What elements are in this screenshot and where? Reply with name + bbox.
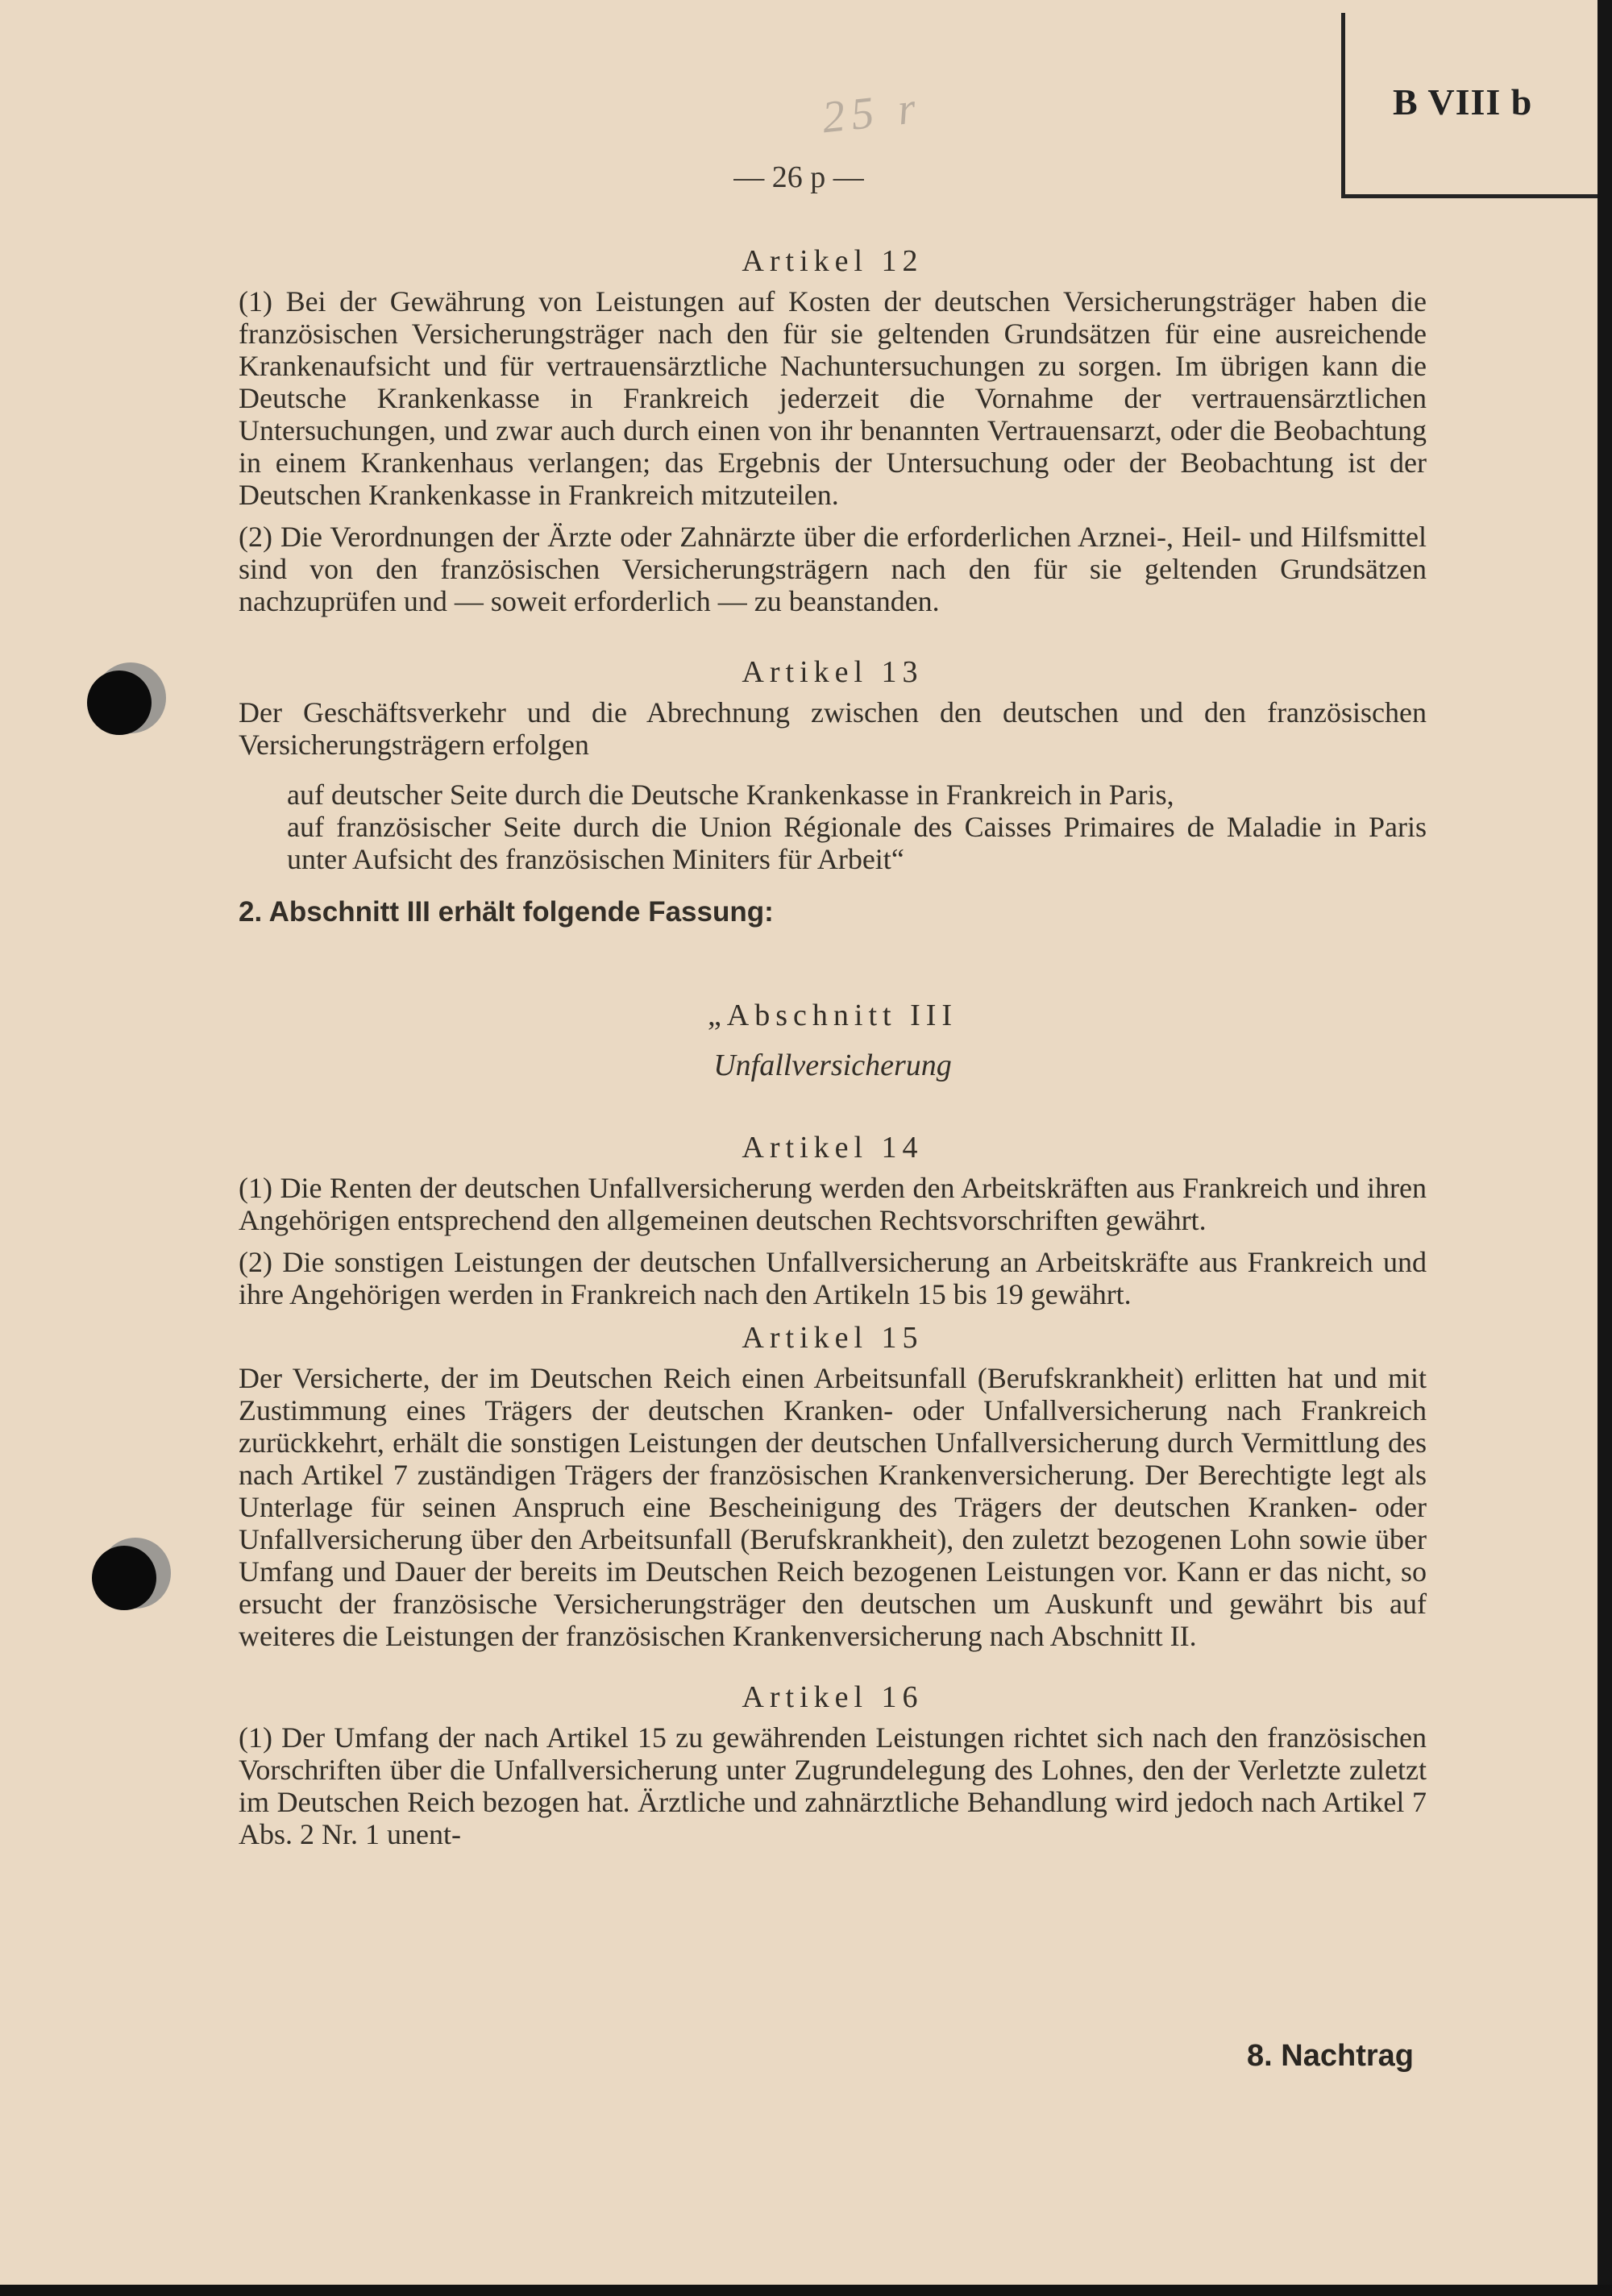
article-12-paragraph-1: (1) Bei der Gewährung von Leistungen auf Kosten der deutschen Versicherungsträger haben die französischen Versicherungsträger nach den für sie geltenden Grundsätzen für eine ausreichende Krankenaufsicht und für vertrauensärztliche Nachuntersuchungen zu sorgen. Im übrigen kann die Deutsche Krankenkasse in Frankreich jederzeit die Vornahme der vertrauensärztlichen Untersuchungen, und zwar auch durch einen von ihr benannten Vertrauensarzt, oder die Beobachtung in einem Krankenhaus verlangen; das Ergebnis der Untersuchung oder der Beobachtung ist der Deutschen Krankenkasse in Frankreich mitzuteilen. <box>239 285 1427 511</box>
article-16-paragraph-1: (1) Der Umfang der nach Artikel 15 zu gewährenden Leistungen richtet sich nach den französischen Vorschriften über die Unfallversicherung unter Zugrundelegung des Lohnes, den der Verletzte zuletzt im Deutschen Reich bezogen hat. Ärztliche und zahnärztliche Behandlung wird jedoch nach Artikel 7 Abs. 2 Nr. 1 unent- <box>239 1721 1427 1850</box>
article-13-paragraph-1: Der Geschäftsverkehr und die Abrechnung zwischen den deutschen und den französischen Versicherungsträgern erfolgen <box>239 696 1427 761</box>
article-14-heading: Artikel 14 <box>742 1131 924 1165</box>
article-14-paragraph-2: (2) Die sonstigen Leistungen der deutschen Unfallversicherung an Arbeitskräfte aus Frankreich und ihre Angehörigen werden in Frankreich nach den Artikeln 15 bis 19 gewährt. <box>239 1246 1427 1310</box>
section-2-title: 2. Abschnitt III erhält folgende Fassung: <box>239 896 774 928</box>
article-12-heading: Artikel 12 <box>742 244 924 278</box>
article-15-heading: Artikel 15 <box>742 1321 924 1355</box>
article-13-german-side: auf deutscher Seite durch die Deutsche Krankenkasse in Frankreich in Paris, <box>287 778 1174 811</box>
article-16-heading: Artikel 16 <box>742 1680 924 1714</box>
abschnitt-heading: „Abschnitt III <box>707 999 958 1032</box>
article-12-paragraph-2: (2) Die Verordnungen der Ärzte oder Zahnärzte über die erforderlichen Arznei-, Heil- und Hilfsmittel sind von den französischen Versicherungsträgern nach den für sie geltenden Grundsätzen nachzuprüfen und — soweit erforderlich — zu beanstanden. <box>239 521 1427 617</box>
section-code: B VIII b <box>1393 81 1533 122</box>
scan-border-bottom <box>0 2285 1612 2296</box>
scan-border-right <box>1597 0 1612 2296</box>
punch-hole-upper <box>87 671 152 735</box>
supplement-label: 8. Nachtrag <box>1247 2039 1414 2073</box>
abschnitt-subtitle: Unfallversicherung <box>713 1048 952 1082</box>
document-body <box>239 240 1427 1860</box>
article-13-heading: Artikel 13 <box>742 655 924 689</box>
article-14-paragraph-1: (1) Die Renten der deutschen Unfallversicherung werden den Arbeitskräften aus Frankreich und ihren Angehörigen entsprechend den allgemeinen deutschen Rechtsvorschriften gewährt. <box>239 1172 1427 1236</box>
pencil-annotation: 25 r <box>820 82 924 143</box>
article-15-paragraph-1: Der Versicherte, der im Deutschen Reich einen Arbeitsunfall (Berufskrankheit) erlitten hat und mit Zustimmung eines Trägers der deutschen Kranken- oder Unfallversicherung nach Frankreich zurückkehrt, erhält die sonstigen Leistungen der deutschen Unfallversicherung durch Vermittlung des nach Artikel 7 zuständigen Trägers der französischen Krankenversicherung. Der Berechtigte legt als Unterlage für seinen Anspruch eine Bescheinigung des Trägers der deutschen Kranken- oder Unfallversicherung über den Arbeitsunfall (Berufskrankheit), den zuletzt bezogenen Lohn sowie über Umfang und Dauer der bereits im Deutschen Reich bezogenen Leistungen vor. Kann er das nicht, so ersucht der französische Versicherungsträger den deutschen um Auskunft und gewährt bis auf weiteres die Leistungen der französischen Krankenversicherung nach Abschnitt II. <box>239 1362 1427 1652</box>
punch-hole-lower <box>92 1546 156 1610</box>
article-13-list <box>287 778 1427 875</box>
page-number: — 26 p — <box>733 160 864 194</box>
article-13-french-side: auf französischer Seite durch die Union Régionale des Caisses Primaires de Maladie in Paris unter Aufsicht des französischen Miniters für Arbeit“ <box>287 811 1427 875</box>
